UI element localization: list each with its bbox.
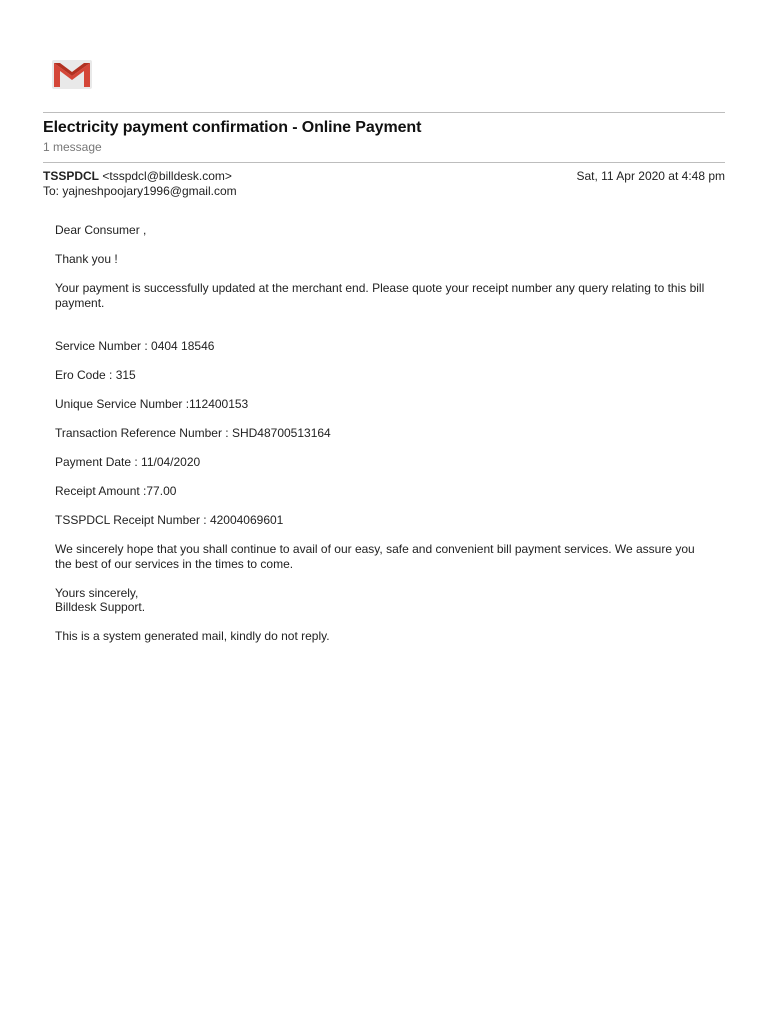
- unique-service-number: Unique Service Number :112400153: [55, 397, 249, 411]
- sender-email: <tsspdcl@billdesk.com>: [102, 169, 232, 183]
- receipt-number: TSSPDCL Receipt Number : 42004069601: [55, 513, 284, 527]
- transaction-reference: Transaction Reference Number : SHD48700513164: [55, 426, 331, 440]
- recipient-line: [43, 184, 237, 198]
- recipient-label: To:: [43, 184, 60, 198]
- sender-line: [43, 169, 232, 183]
- signature: Billdesk Support.: [55, 600, 146, 614]
- email-subject: Electricity payment confirmation - Online Payment: [43, 119, 422, 136]
- greeting: Dear Consumer ,: [55, 223, 147, 237]
- recipient-email: yajneshpoojary1996@gmail.com: [62, 184, 237, 198]
- message-date: Sat, 11 Apr 2020 at 4:48 pm: [576, 169, 725, 183]
- payment-date: Payment Date : 11/04/2020: [55, 455, 201, 469]
- gmail-logo-icon: [51, 58, 93, 90]
- thanks: Thank you !: [55, 252, 118, 266]
- message-divider: [43, 162, 725, 163]
- service-number: Service Number : 0404 18546: [55, 339, 215, 353]
- header-divider: [43, 112, 725, 113]
- closing-paragraph: We sincerely hope that you shall continue to avail of our easy, safe and convenient bill payment services. We assure you the best of our services in the times to come.: [55, 542, 695, 571]
- intro-paragraph: Your payment is successfully updated at the merchant end. Please quote your receipt number any query relating to this bill payment.: [55, 281, 705, 310]
- signoff: Yours sincerely,: [55, 585, 139, 600]
- receipt-amount: Receipt Amount :77.00: [55, 484, 177, 498]
- message-count: 1 message: [43, 140, 102, 154]
- sender-name: TSSPDCL: [43, 169, 100, 183]
- ero-code: Ero Code : 315: [55, 368, 136, 382]
- email-body: [55, 223, 713, 658]
- footer-note: This is a system generated mail, kindly do not reply.: [55, 629, 330, 643]
